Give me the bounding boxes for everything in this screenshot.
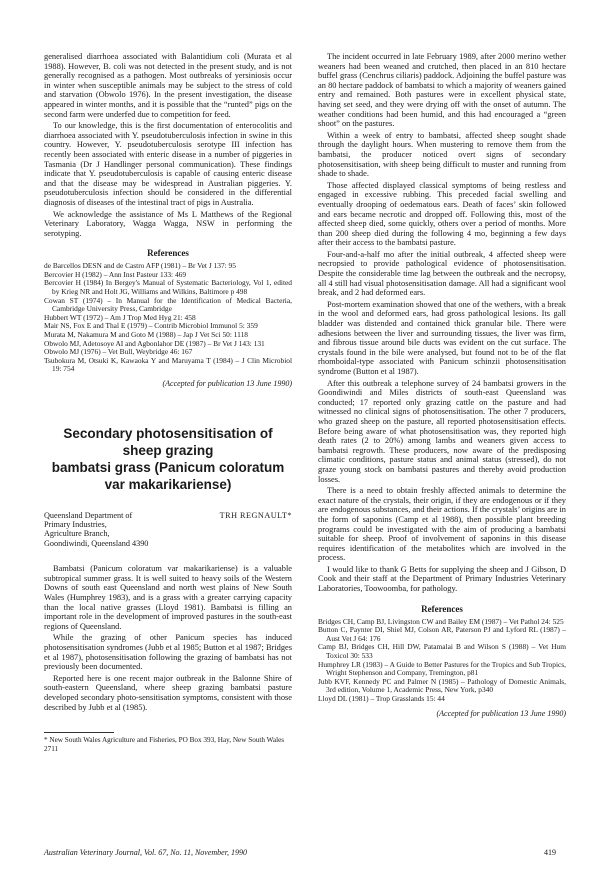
body-paragraph: After this outbreak a telephone survey of 24 bambatsi growers in the Goondiwindi and Miles districts of south-east Queensland was conducted; 17 reported only grazing cattle on the pasture and had witnessed no clinical signs of photosensitisation. The other 7 producers, who grazed sheep on the pasture, all reported photosensitisation effects. Before being aware of what photosensitisation was, they reported high death rates (2 to 20%) among lambs and weaners given access to bambatsi regrowth. These producers, now aware of the predisposing climatic conditions, pasture status and animal status (stressed), do not graze young stock on bambatsi pastures and thereby avoid production losses. bbox=[318, 378, 566, 484]
article-title-line: Secondary photosensitisation of sheep grazing bbox=[63, 425, 273, 458]
body-paragraph: We acknowledge the assistance of Ms L Matthews of the Regional Veterinary Laboratory, Wagga Wagga, NSW in performing the serotyping. bbox=[44, 209, 292, 238]
article-title bbox=[44, 425, 292, 493]
body-paragraph: Those affected displayed classical symptoms of being restless and engaged in excessive rubbing. This preceded facial swelling and eventually drooping of oedematous ears. Death of faces’ skin followed and ears became necrotic and dropped off. Following this, most of the affected sheep died, some quickly, others over a period of months. More than 200 sheep died during the following 4 mo, beginning a few days after their access to the bambatsi pasture. bbox=[318, 180, 566, 248]
reference-item: Bercovier H (1984) In Bergey's Manual of Systematic Bacteriology, Vol 1, edited by Krieg NR and Holt JG, Williams and Wilkins, Baltimore p 498 bbox=[44, 278, 292, 297]
references-heading: References bbox=[421, 603, 463, 614]
body-paragraph: Reported here is one recent major outbreak in the Balonne Shire of south-eastern Queensland, where sheep grazing bambatsi pasture developed secondary photo-sensitisation symptoms, consistent with those described by Jubb et al (1985). bbox=[44, 673, 292, 712]
left-column bbox=[44, 52, 292, 753]
reference-item: de Barcellos DESN and de Castro AFP (1981) – Br Vet J 137: 95 bbox=[44, 261, 236, 271]
article-title-line: bambatsi grass (Panicum coloratum bbox=[51, 459, 285, 475]
reference-item: Obwolo MJ (1976) – Vet Bull, Weybridge 46: 167 bbox=[44, 347, 193, 357]
article-title-line: var makarikariense) bbox=[104, 476, 232, 492]
reference-item: Bercovier H (1982) – Ann Inst Pasteur 133: 469 bbox=[44, 269, 187, 279]
reference-item: Jubb KVF, Kennedy PC and Palmer N (1985) – Pathology of Domestic Animals, 3rd edition, Volume 1, Academic Press, New York, p340 bbox=[318, 676, 566, 695]
body-paragraph: generalised diarrhoea associated with Balantidium coli (Murata et al 1988). However, B. coli was not detected in the present study, and is not generally recognised as a pathogen. Most outbreaks of yersiniosis occur in winter when susceptible animals may be subject to the stress of cold and starvation (Obwolo 1976). In the present investigation, the disease appeared in winter months, and it is possible that the “runted” pigs on the second farm were underfed due to competition for feed. bbox=[44, 52, 292, 119]
body-paragraph: I would like to thank G Betts for supplying the sheep and J Gibson, D Cook and their staff at the Department of Primary Industries Veterinary Laboratories, Toowoomba, for pathology. bbox=[318, 564, 566, 594]
right-column bbox=[318, 52, 566, 718]
page-footer bbox=[44, 848, 556, 857]
author-name: TRH REGNAULT* bbox=[219, 510, 292, 520]
address bbox=[44, 511, 148, 549]
reference-item: Murata M, Nakamura M and Goto M (1988) – Jap J Vet Sci 50: 1118 bbox=[44, 330, 248, 340]
body-paragraph: The incident occurred in late February 1989, after 2000 merino wether weaners had been weaned and crutched, then placed in an 810 hectare buffel grass (Cenchrus ciliaris) paddock. Adjoining the buffel pasture was an 80 hectare paddock of bambatsi to which a majority of weaners gained entry and remained. Both pastures were in excellent physical state, having set seed, and they were drying off with the onset of autumn. The weather conditions had been humid, and this had encouraged a “green shoot” on the pastures. bbox=[318, 52, 566, 129]
body-paragraph: To our knowledge, this is the first documentation of enterocolitis and diarrhoea associated with Y. pseudotuberculosis infection in swine in this country. However, Y. pseudotuberculosis serotype III infection has recently been associated with enteric disease in a number of piggeries in Tasmania (Dr J Handlinger personal communication). These findings indicate that Y. pseudotuberculosis is capable of causing enteric disease and that the disease may be widespread in Australian piggeries. Y. pseudotuberculosis infection should be considered in the differential diagnosis of diseases of the intestinal tract of pigs in Australia. bbox=[44, 121, 292, 207]
reference-item: Obwolo MJ, Adetosoye AI and Agbonlahor DE (1987) – Br Vet J 143: 131 bbox=[44, 338, 265, 348]
page-number: 419 bbox=[544, 848, 556, 857]
address-line: Goondiwindi, Queensland 4390 bbox=[44, 538, 149, 548]
reference-item: Button C, Paynter DI, Shiel MJ, Colson AR, Paterson PJ and Lyford RL (1987) – Aust Vet J 64: 176 bbox=[318, 625, 566, 643]
reference-item: Camp BJ, Bridges CH, Hill DW, Patamalai B and Wilson S (1988) – Vet Hum Toxicol 30: 533 bbox=[318, 642, 566, 661]
reference-item: Tsubokura M, Otsuki K, Kawaoka Y and Maruyama T (1984) – J Clin Microbiol 19: 754 bbox=[44, 355, 292, 374]
accepted-note: (Accepted for publication 13 June 1990) bbox=[162, 379, 292, 388]
address-line: Agriculture Branch, bbox=[44, 529, 110, 539]
reference-item: Hubbert WT (1972) – Am J Trop Med Hyg 21: 458 bbox=[44, 312, 196, 322]
body-paragraph: Four-and-a-half mo after the initial outbreak, 4 affected sheep were necropsied to provide pathological evidence of photosensitisation. Despite the considerable time lag between the outbreak and the necropsy, all 4 still had visual photosensitisation damage. All had a significant wool break, and 2 had deformed ears. bbox=[318, 249, 566, 298]
footnote: * New South Wales Agriculture and Fisheries, PO Box 393, Hay, New South Wales 2711 bbox=[44, 736, 285, 753]
address-line: Queensland Department of bbox=[44, 510, 133, 520]
reference-item: Lloyd DL (1981) – Trop Grasslands 15: 44 bbox=[318, 694, 445, 703]
reference-item: Mair NS, Fox E and Thal E (1979) – Contrib Microbiol Immunol 5: 359 bbox=[44, 321, 258, 331]
body-paragraph: While the grazing of other Panicum species has induced photosensitisation syndromes (Jubb et al 1985; Button et al 1987; Bridges et al 1987), photosensitisation following the grazing of bambatsi has not previously been documented. bbox=[44, 633, 292, 672]
body-paragraph: Within a week of entry to bambatsi, affected sheep sought shade through the daylight hours. When mustering to remove them from the bambatsi, the producer noticed overt signs of secondary photosensitisation, with sheep being difficult to muster and running from shade to shade. bbox=[318, 130, 566, 179]
author-address-block bbox=[44, 511, 292, 549]
references-list bbox=[318, 618, 566, 704]
journal-citation: Australian Veterinary Journal, Vol. 67, No. 11, November, 1990 bbox=[44, 848, 247, 857]
footnote-divider bbox=[44, 732, 114, 733]
reference-item: Cowan ST (1974) – In Manual for the Identification of Medical Bacteria, Cambridge University Press, Cambridge bbox=[44, 295, 292, 314]
address-line: Primary Industries, bbox=[44, 520, 107, 529]
accepted-note: (Accepted for publication 13 June 1990) bbox=[436, 708, 566, 718]
references-list bbox=[44, 262, 292, 374]
body-paragraph: Bambatsi (Panicum coloratum var makarikariense) is a valuable subtropical summer grass. It is well suited to heavy soils of the Western Downs of south east Queensland and north west plains of New South Wales (Humphrey 1983), and is a grass with a greater carrying capacity than the local native grasses (Lloyd 1981). Bambatsi is filling an important role in the development of improved pastures in the south-east regions of Queensland. bbox=[44, 564, 292, 631]
body-paragraph: There is a need to obtain freshly affected animals to determine the exact nature of the crystals, their origin, if they are endogenous or if they are endogenous substances, and their actions. If the crystals’ origins are in the form of saponins (Camp et al 1988), then possible plant breeding programs could be investigated with the aim of producing a bambatsi suitable for sheep. Proof of involvement of saponins in this disease requires identification of the metabolites which are involved in the process. bbox=[318, 486, 566, 563]
body-paragraph: Post-mortem examination showed that one of the wethers, with a break in the wool and deformed ears, had gross pathological lesions. Its gall bladder was distended and contained thick granular bile. There were adhesions between the liver and surrounding tissues, the liver was firm, and fibrous tissue around bile ducts was evident on the cut surface. The crystals found in the bile were analysed, but found not to be of the flat rhomboidal-type associated with Panicum schinzii photosensitisation syndrome (Button et al 1987). bbox=[318, 299, 566, 376]
reference-item: Bridges CH, Camp BJ, Livingston CW and Bailey EM (1987) – Vet Pathol 24: 525 bbox=[318, 616, 564, 626]
reference-item: Humphrey LR (1983) – A Guide to Better Pastures for the Tropics and Sub Tropics, Wright Stephenson and Company, Tremington, p81 bbox=[318, 659, 566, 678]
references-heading: References bbox=[147, 248, 189, 259]
